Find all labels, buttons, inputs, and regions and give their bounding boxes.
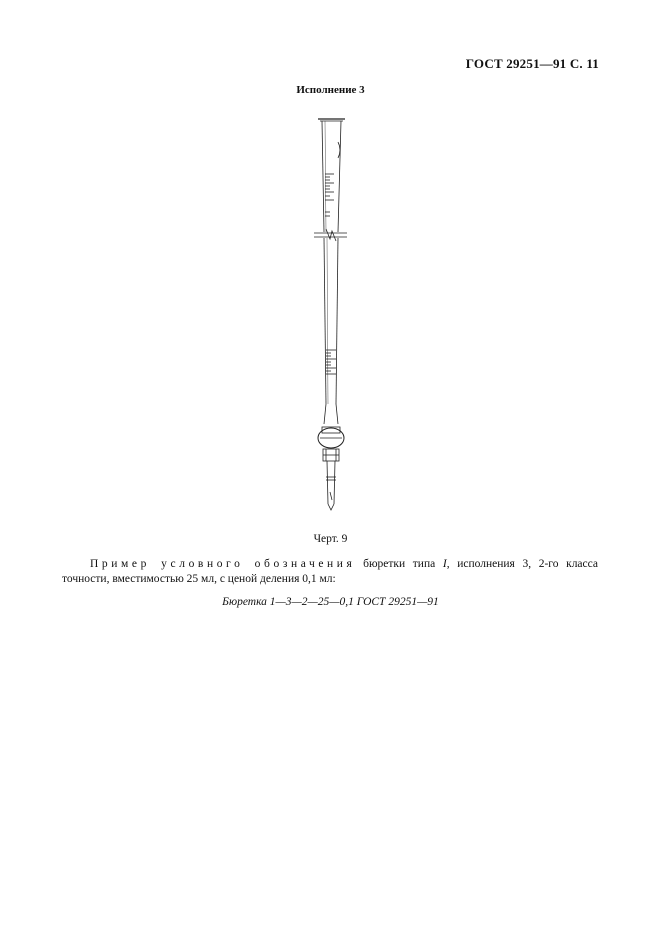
page-header-code: ГОСТ 29251—91 С. 11 (465, 56, 599, 71)
example-text-part1: бюретки типа (355, 558, 443, 570)
figure-caption: Черт. 9 (313, 533, 348, 545)
burette-drawing-icon (300, 112, 360, 522)
example-type: I (442, 558, 447, 570)
example-text-part2: , исполнения 3, 2-го класса точности, вместимостью 25 мл, с ценой деления 0,1 мл: (62, 558, 598, 585)
figure-title: Исполнение 3 (296, 84, 365, 96)
example-spaced-heading: Пример условного обозначения (90, 558, 356, 570)
example-paragraph (62, 557, 598, 587)
example-designation: Бюретка 1—3—2—25—0,1 ГОСТ 29251—91 (222, 596, 439, 608)
